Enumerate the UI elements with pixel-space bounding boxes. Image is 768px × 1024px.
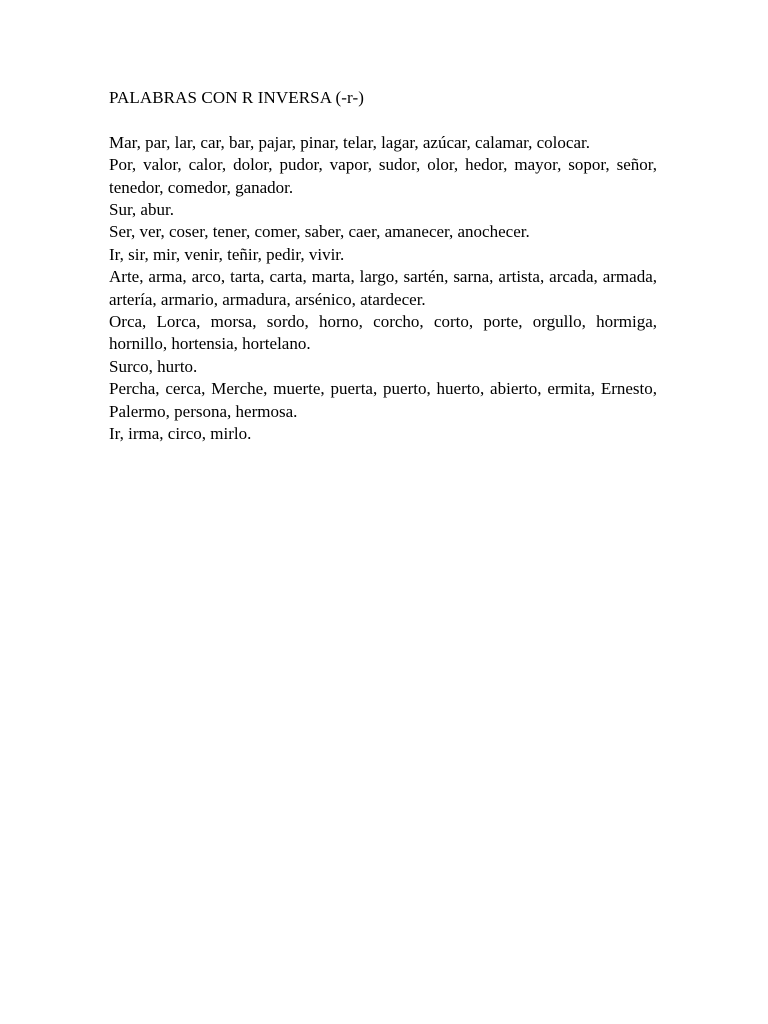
word-line: Mar, par, lar, car, bar, pajar, pinar, telar, lagar, azúcar, calamar, colocar. <box>109 132 590 152</box>
word-line: Arte, arma, arco, tarta, carta, marta, largo, sartén, sarna, artista, arcada, armada, artería, armario, armadura, arsénico, atardecer. <box>109 267 657 309</box>
document-page <box>109 87 657 445</box>
word-line: Ir, irma, circo, mirlo. <box>109 424 252 444</box>
word-line: Percha, cerca, Merche, muerte, puerta, puerto, huerto, abierto, ermita, Ernesto, Palermo, persona, hermosa. <box>109 379 657 421</box>
word-line: Por, valor, calor, dolor, pudor, vapor, sudor, olor, hedor, mayor, sopor, señor, tenedor, comedor, ganador. <box>109 155 657 197</box>
word-line: Sur, abur. <box>109 200 174 220</box>
word-line: Surco, hurto. <box>109 356 198 376</box>
word-line: Orca, Lorca, morsa, sordo, horno, corcho, corto, porte, orgullo, hormiga, hornillo, hortensia, hortelano. <box>109 312 657 354</box>
document-title: PALABRAS CON R INVERSA (-r-) <box>109 88 364 107</box>
word-list <box>109 132 657 446</box>
word-line: Ir, sir, mir, venir, teñir, pedir, vivir. <box>109 244 345 264</box>
word-line: Ser, ver, coser, tener, comer, saber, caer, amanecer, anochecer. <box>109 222 530 242</box>
